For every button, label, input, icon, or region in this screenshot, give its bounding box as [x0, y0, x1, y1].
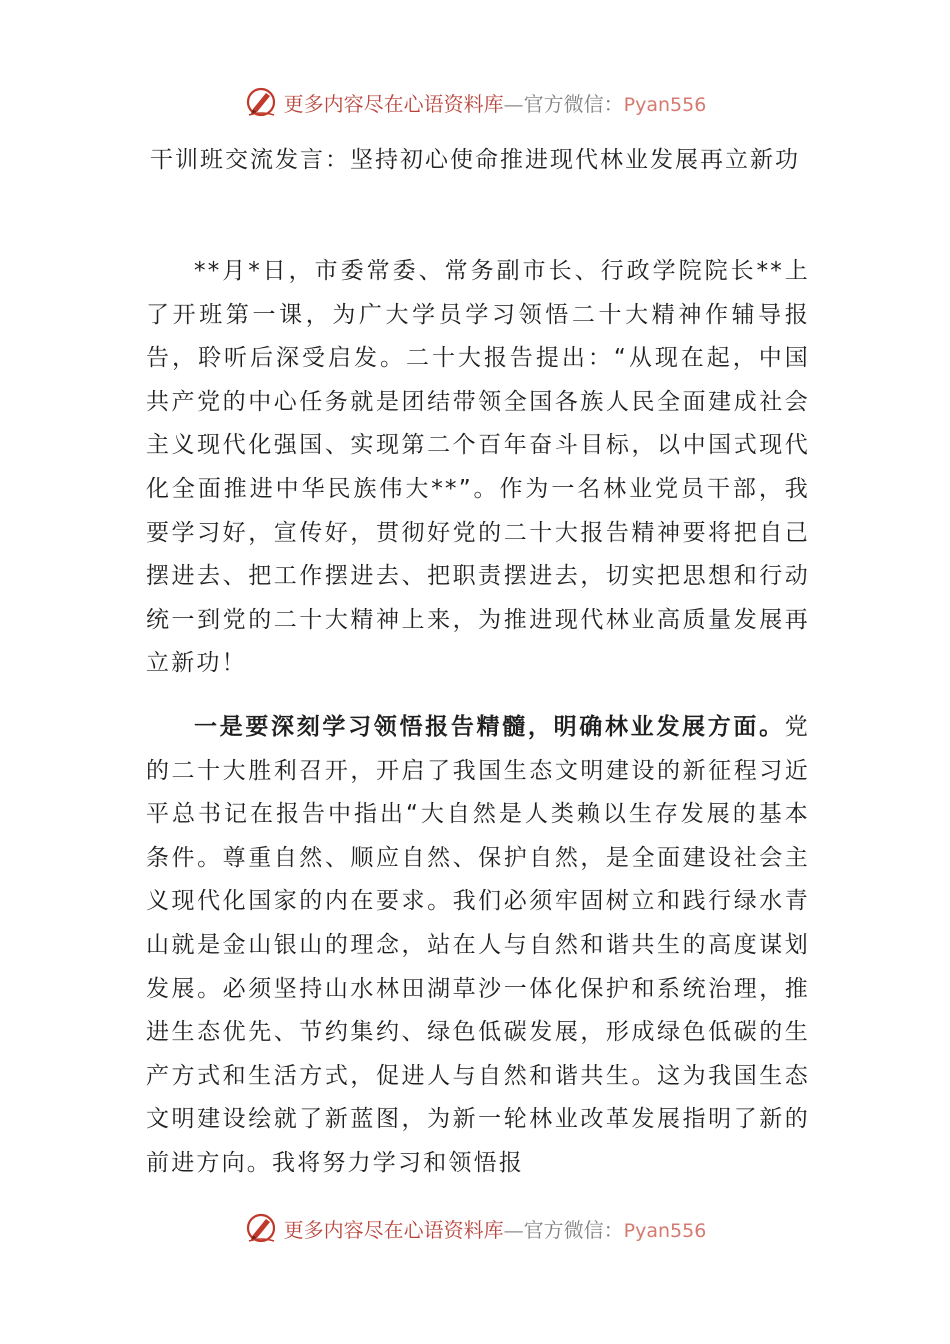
pen-circle-logo-icon [244, 85, 278, 119]
paragraph-2-text: 党的二十大胜利召开，开启了我国生态文明建设的新征程习近平总书记在报告中指出“大自然是人类赖以生存发展的基本条件。尊重自然、顺应自然、保护自然，是全面建设社会主义现代化国家的内在要求。我们必须牢固树立和践行绿水青山就是金山银山的理念，站在人与自然和谐共生的高度谋划发展。必须坚持山水林田湖草沙一体化保护和系统治理，推进生态优先、节约集约、绿色低碳发展，形成绿色低碳的生产方式和生活方式，促进人与自然和谐共生。这为我国生态文明建设绘就了新蓝图，为新一轮林业改革发展指明了新的前进方向。我将努力学习和领悟报 [146, 713, 810, 1176]
footer-banner [0, 1208, 950, 1248]
paragraph-1 [146, 250, 810, 686]
paragraph-2 [146, 706, 810, 1186]
paragraph-2-lead: 一是要深刻学习领悟报告精髓，明确林业发展方面。 [194, 713, 785, 740]
banner-text [284, 88, 707, 117]
banner-label: 官方微信： [523, 1217, 624, 1242]
pen-circle-logo-icon [244, 1211, 278, 1245]
banner-label: 官方微信： [523, 91, 624, 116]
document-body [146, 250, 810, 1185]
banner-account: Pyan556 [623, 1219, 707, 1242]
banner-separator: — [503, 1217, 524, 1242]
banner-separator: — [503, 91, 524, 116]
header-banner [0, 82, 950, 122]
banner-main-text: 更多内容尽在心语资料库 [283, 91, 504, 116]
document-title: 干训班交流发言：坚持初心使命推进现代林业发展再立新功 [150, 147, 800, 173]
banner-text [284, 1214, 707, 1243]
paragraph-1-text: **月*日，市委常委、常务副市长、行政学院院长**上了开班第一课，为广大学员学习领悟二十大精神作辅导报告，聆听后深受启发。二十大报告提出：“从现在起，中国共产党的中心任务就是团结带领全国各族人民全面建成社会主义现代化强国、实现第二个百年奋斗目标，以中国式现代化全面推进中华民族伟大**”。作为一名林业党员干部，我要学习好，宣传好，贯彻好党的二十大报告精神要将把自己摆进去、把工作摆进去、把职责摆进去，切实把思想和行动统一到党的二十大精神上来，为推进现代林业高质量发展再立新功！ [146, 258, 810, 677]
banner-main-text: 更多内容尽在心语资料库 [283, 1217, 504, 1242]
banner-account: Pyan556 [623, 93, 707, 116]
